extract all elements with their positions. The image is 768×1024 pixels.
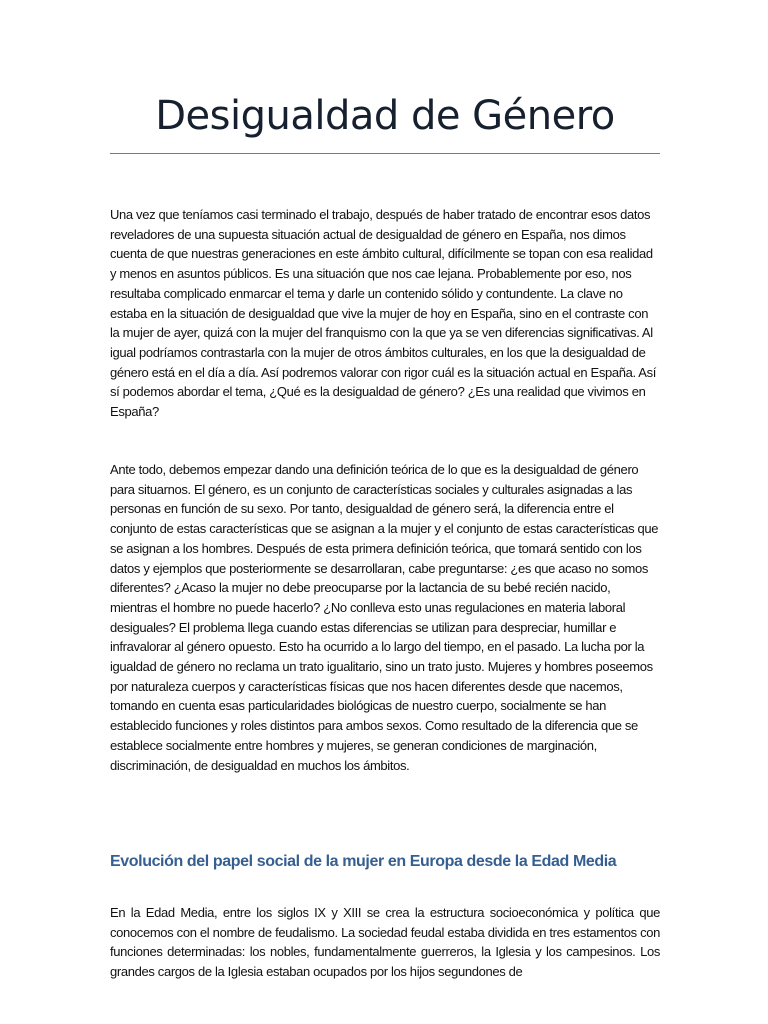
- title-underline-divider: [110, 153, 660, 154]
- section-heading: Evolución del papel social de la mujer en Europa desde la Edad Media: [110, 853, 617, 870]
- section-paragraph: En la Edad Media, entre los siglos IX y XIII se crea la estructura socioeconómica y política que conocemos con el nombre de feudalismo. La sociedad feudal estaba dividida en tres estamentos con funciones determinadas: los nobles, fundamentalmente guerreros, la Iglesia y los campesinos. Los grandes cargos de la Iglesia estaban ocupados por los hijos segundones de: [110, 905, 660, 980]
- definition-paragraph: Ante todo, debemos empezar dando una definición teórica de lo que es la desigualdad de género para situarnos. El género, es un conjunto de características sociales y culturales asignadas a las personas en función de su sexo. Por tanto, desigualdad de género será, la diferencia entre el conjunto de estas características que se asignan a la mujer y el conjunto de estas características que se asignan a los hombres. Después de esta primera definición teórica, que tomará sentido con los datos y ejemplos que posteriormente se desarrollaran, cabe preguntarse: ¿es que acaso no somos diferentes? ¿Acaso la mujer no debe preocuparse por la lactancia de su bebé recién nacido, mientras el hombre no puede hacerlo? ¿No conlleva esto unas regulaciones en materia laboral desiguales? El problema llega cuando estas diferencias se utilizan para despreciar, humillar e infravalorar al género opuesto. Esto ha ocurrido a lo largo del tiempo, en el pasado. La lucha por la igualdad de género no reclama un trato igualitario, sino un trato justo. Mujeres y hombres poseemos por naturaleza cuerpos y características físicas que nos hacen diferentes desde que nacemos, tomando en cuenta esas particularidades biológicas de nuestro cuerpo, socialmente se han establecido funciones y roles distintos para ambos sexos. Como resultado de la diferencia que se establece socialmente entre hombres y mujeres, se generan condiciones de marginación, discriminación, de desigualdad en muchos los ámbitos.: [110, 462, 659, 773]
- page-title: Desigualdad de Género: [155, 93, 615, 139]
- intro-paragraph: Una vez que teníamos casi terminado el trabajo, después de haber tratado de encontrar esos datos reveladores de una supuesta situación actual de desigualdad de género en España, nos dimos cuenta de que nuestras generaciones en este ámbito cultural, difícilmente se topan con esa realidad y menos en asuntos públicos. Es una situación que nos cae lejana. Probablemente por eso, nos resultaba complicado enmarcar el tema y darle un contenido sólido y contundente. La clave no estaba en la situación de desigualdad que vive la mujer de hoy en España, sino en el contraste con la mujer de ayer, quizá con la mujer del franquismo con la que ya se ven diferencias significativas. Al igual podríamos contrastarla con la mujer de otros ámbitos culturales, en los que la desigualdad de género está en el día a día. Así podremos valorar con rigor cuál es la situación actual en España. Así sí podemos abordar el tema, ¿Qué es la desigualdad de género? ¿Es una realidad que vivimos en España?: [110, 207, 657, 420]
